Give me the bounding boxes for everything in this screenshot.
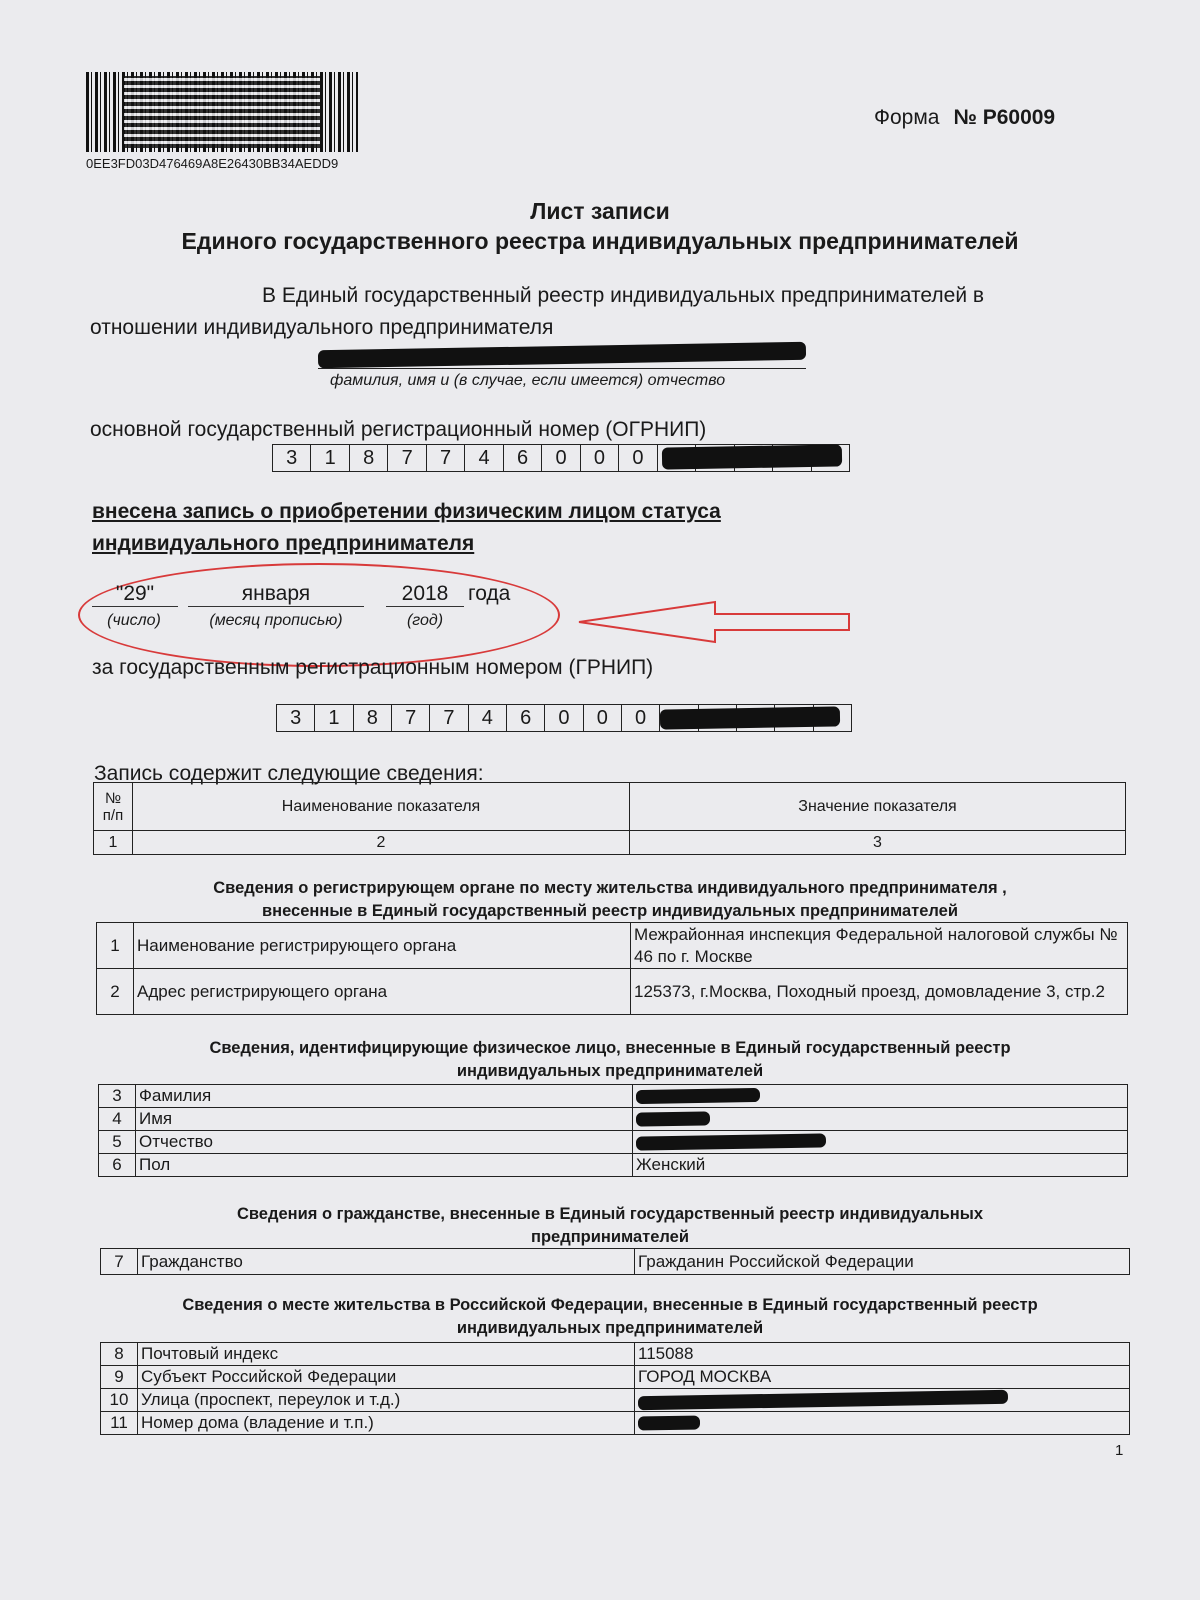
intro-line1: В Единый государственный реестр индивидуальных предпринимателей в (262, 284, 985, 307)
record-line2: индивидуального предпринимателя (92, 532, 475, 555)
row-value-redacted (633, 1108, 1128, 1131)
row-value: 115088 (635, 1343, 1130, 1366)
table-row (101, 1249, 1130, 1275)
col-index: 2 (133, 831, 630, 855)
date-month: января (188, 582, 364, 607)
col-index: 3 (630, 831, 1126, 855)
redacted-ogrnip (662, 444, 842, 469)
page-number: 1 (1115, 1442, 1124, 1459)
row-value: Гражданин Российской Федерации (635, 1249, 1130, 1275)
digit: 0 (542, 445, 580, 471)
row-number: 7 (101, 1249, 138, 1275)
section-title: Сведения о гражданстве, внесенные в Единый государственный реестр индивидуальных предпринимателей (236, 1205, 984, 1246)
row-value-redacted (635, 1412, 1130, 1435)
record-line1: внесена запись о приобретении физическим лицом статуса (92, 500, 721, 523)
col-index: 1 (94, 831, 133, 855)
digit: 3 (273, 445, 311, 471)
month-caption: (месяц прописью) (209, 612, 343, 629)
row-value-redacted (633, 1085, 1128, 1108)
table-row (99, 1085, 1128, 1108)
row-name: Фамилия (136, 1085, 633, 1108)
digit: 4 (465, 445, 503, 471)
citizenship-table (100, 1248, 1130, 1275)
row-value: Межрайонная инспекция Федеральной налоговой службы № 46 по г. Москве (631, 923, 1128, 969)
row-number: 8 (101, 1343, 138, 1366)
col-number-header: № п/п (94, 783, 133, 831)
digit: 6 (507, 705, 545, 731)
intro-line2: отношении индивидуального предпринимателя (90, 316, 554, 339)
row-value: ГОРОД МОСКВА (635, 1366, 1130, 1389)
table-row (99, 1131, 1128, 1154)
col-value-header: Значение показателя (630, 783, 1126, 831)
doc-title: Лист записи (530, 198, 670, 224)
row-number: 10 (101, 1389, 138, 1412)
date-day: "29" (92, 582, 178, 607)
row-name: Гражданство (138, 1249, 635, 1275)
row-number: 6 (99, 1154, 136, 1177)
row-value: 125373, г.Москва, Походный проезд, домовладение 3, стр.2 (631, 969, 1128, 1015)
section-title: Сведения о регистрирующем органе по месту жительства индивидуального предпринимателя , внесенные в Единый государственный реестр индивидуальных предпринимателей (213, 879, 1007, 920)
table-row (97, 969, 1128, 1015)
row-number: 5 (99, 1131, 136, 1154)
section-title: Сведения о месте жительства в Российской Федерации, внесенные в Единый государственный реестр индивидуальных предпринимателей (182, 1296, 1038, 1337)
row-value: Женский (633, 1154, 1128, 1177)
section-title: Сведения, идентифицирующие физическое лицо, внесенные в Единый государственный реестр индивидуальных предпринимателей (209, 1039, 1011, 1080)
row-name: Отчество (136, 1131, 633, 1154)
digit: 4 (469, 705, 507, 731)
contents-label: Запись содержит следующие сведения: (94, 762, 484, 785)
digit: 7 (392, 705, 430, 731)
row-name: Субъект Российской Федерации (138, 1366, 635, 1389)
row-name: Имя (136, 1108, 633, 1131)
col-name-header: Наименование показателя (133, 783, 630, 831)
row-number: 9 (101, 1366, 138, 1389)
name-caption: фамилия, имя и (в случае, если имеется) отчество (330, 372, 726, 389)
row-name: Почтовый индекс (138, 1343, 635, 1366)
digit: 0 (581, 445, 619, 471)
row-name: Наименование регистрирующего органа (134, 923, 631, 969)
digit: 1 (315, 705, 353, 731)
row-name: Пол (136, 1154, 633, 1177)
table-row (99, 1108, 1128, 1131)
table-row (101, 1343, 1130, 1366)
row-number: 3 (99, 1085, 136, 1108)
ogrnip-label: основной государственный регистрационный номер (ОГРНИП) (90, 418, 707, 441)
row-value-redacted (633, 1131, 1128, 1154)
digit: 1 (311, 445, 349, 471)
table-row (97, 923, 1128, 969)
digit: 0 (619, 445, 657, 471)
row-number: 4 (99, 1108, 136, 1131)
row-name: Номер дома (владение и т.п.) (138, 1412, 635, 1435)
table-row (99, 1154, 1128, 1177)
table-row (101, 1412, 1130, 1435)
table-row (101, 1366, 1130, 1389)
form-number (874, 106, 1055, 130)
row-number: 11 (101, 1412, 138, 1435)
name-underline (318, 368, 806, 369)
date-year: 2018 (386, 582, 464, 607)
person-table (98, 1084, 1128, 1177)
header-table (93, 782, 1126, 855)
year-caption: (год) (406, 612, 444, 629)
registrar-table (96, 922, 1128, 1015)
barcode-text: 0EE3FD03D476469A8E26430BB34AEDD9 (86, 156, 339, 171)
digit: 7 (388, 445, 426, 471)
digit: 0 (545, 705, 583, 731)
redacted-grnip (660, 706, 840, 729)
digit: 8 (350, 445, 388, 471)
digit: 0 (622, 705, 660, 731)
row-number: 2 (97, 969, 134, 1015)
day-caption: (число) (107, 612, 161, 629)
date-year-suffix: года (468, 582, 511, 605)
digit: 6 (504, 445, 542, 471)
digit: 7 (430, 705, 468, 731)
row-name: Адрес регистрирующего органа (134, 969, 631, 1015)
digit: 8 (354, 705, 392, 731)
row-name: Улица (проспект, переулок и т.д.) (138, 1389, 635, 1412)
form-label: Форма (874, 106, 940, 129)
row-number: 1 (97, 923, 134, 969)
residence-table (100, 1342, 1130, 1435)
doc-subtitle: Единого государственного реестра индивидуальных предпринимателей (181, 228, 1019, 254)
redacted-name (318, 342, 806, 369)
barcode (86, 72, 358, 152)
digit: 3 (277, 705, 315, 731)
digit: 7 (427, 445, 465, 471)
red-arrow-icon (575, 598, 855, 648)
row-value-redacted (635, 1389, 1130, 1412)
table-row (101, 1389, 1130, 1412)
form-number-value: № Р60009 (953, 106, 1056, 129)
grnip-label: за государственным регистрационным номером (ГРНИП) (92, 656, 654, 679)
digit: 0 (584, 705, 622, 731)
